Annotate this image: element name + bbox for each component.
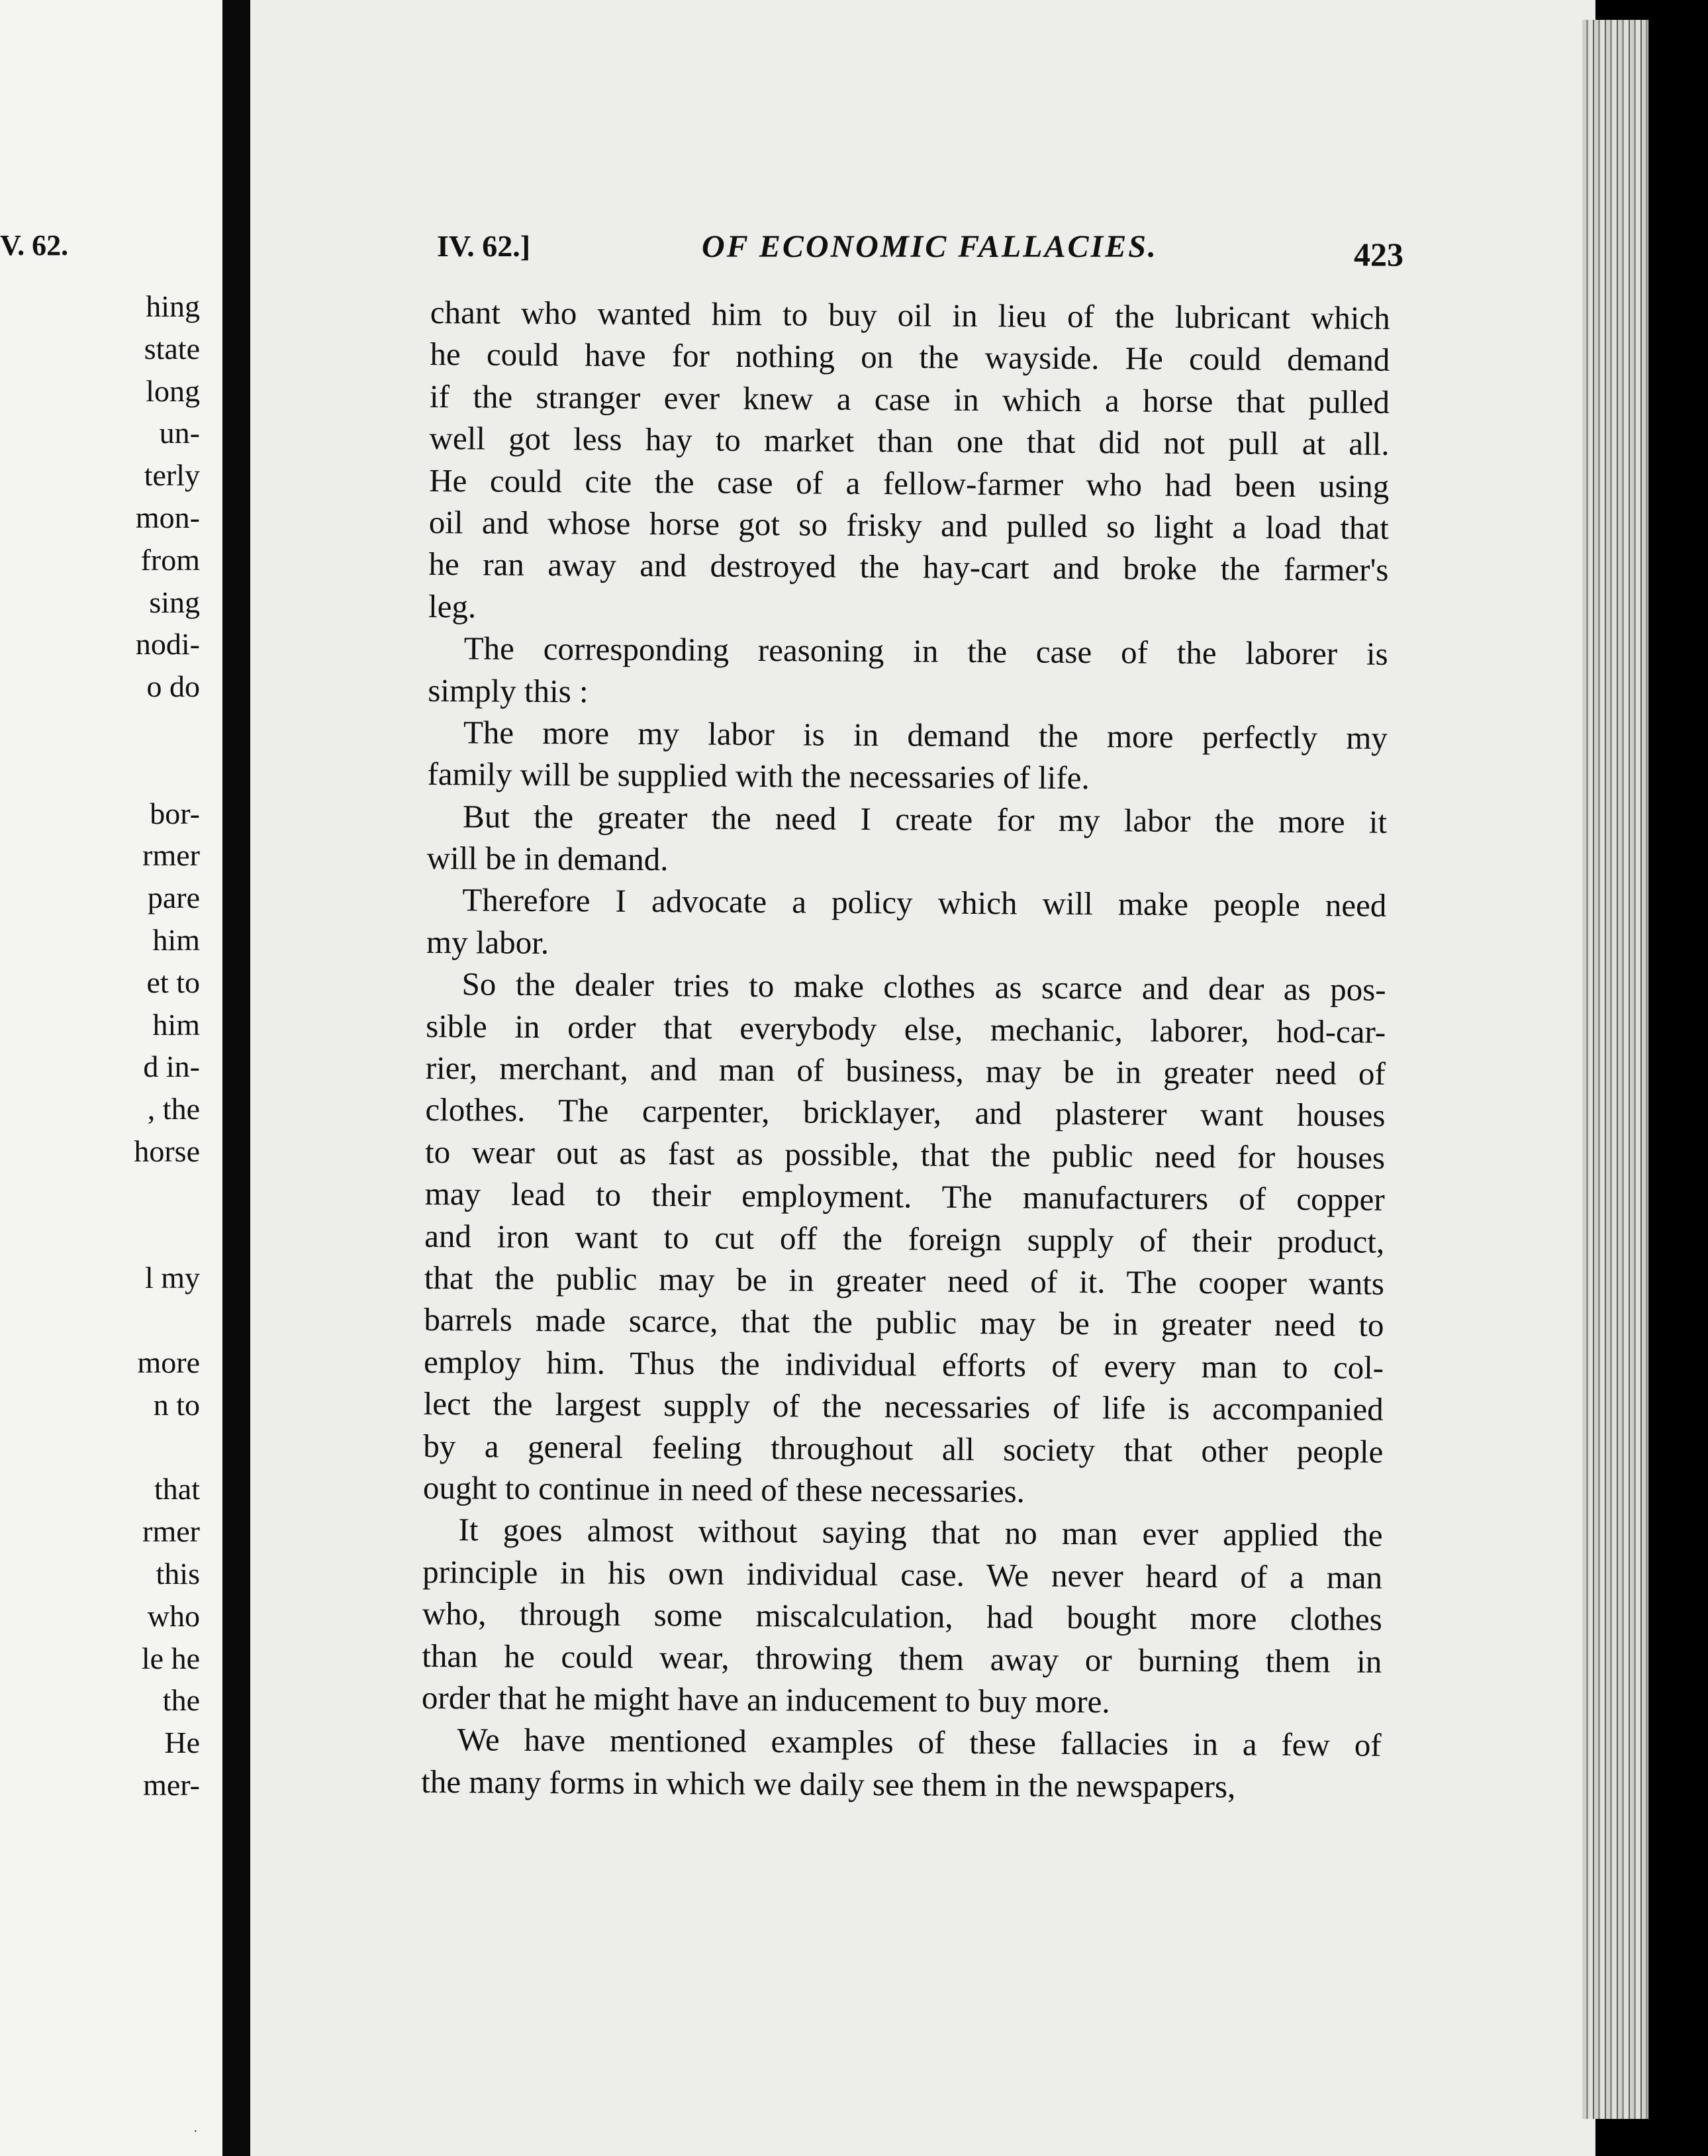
left-page-line: et to (146, 965, 200, 999)
text-line: The more my labor is in demand the more perfectly my (463, 714, 1388, 756)
text-line: rier, merchant, and man of business, may be in greater need of (425, 1050, 1386, 1092)
paragraph (421, 1718, 1382, 1808)
left-page-line: d in- (143, 1050, 200, 1084)
text-line: the many forms in which we daily see them in the newspapers, (421, 1763, 1236, 1805)
left-page-line: from (140, 542, 200, 577)
left-page-line: more (137, 1346, 200, 1379)
text-line: by a general feeling throughout all society that other people (423, 1427, 1384, 1470)
left-page-line: un- (159, 416, 200, 450)
text-line: if the stranger ever knew a case in which a horse that pulled (429, 377, 1390, 420)
text-line: principle in his own individual case. We never heard of a man (422, 1553, 1383, 1596)
left-page-line: mer- (143, 1768, 200, 1802)
left-page-line: He (164, 1726, 200, 1760)
text-line: my labor. (426, 923, 549, 961)
chapter-title: OF ECONOMIC FALLACIES. (702, 229, 1158, 264)
paragraph (423, 963, 1386, 1514)
paragraph (428, 291, 1390, 633)
left-page-line: , the (147, 1092, 200, 1126)
left-page-line: nodi- (135, 627, 200, 662)
left-page-line: o do (146, 669, 200, 704)
left-page-line: sing (149, 585, 200, 619)
text-line: The corresponding reasoning in the case of the laborer is (463, 630, 1388, 672)
left-page-line: horse (134, 1134, 200, 1168)
left-page-line: l my (144, 1261, 200, 1295)
text-line: chant who wanted him to buy oil in lieu of the lubricant which (430, 293, 1390, 336)
left-page-line: le he (141, 1641, 200, 1675)
text-line: to wear out as fast as possible, that the public need for houses (424, 1133, 1386, 1176)
left-page-line: n to (153, 1387, 200, 1422)
running-head (437, 228, 1403, 273)
text-line: will be in demand. (426, 840, 669, 878)
left-page-line: this (156, 1557, 200, 1591)
text-line: So the dealer tries to make clothes as scarce and dear as pos- (461, 965, 1386, 1008)
text-line: may lead to their employment. The manufacturers of copper (424, 1175, 1385, 1218)
left-page-running-head: V. 62. (0, 229, 69, 262)
scan-border (1648, 0, 1708, 2156)
text-line: barrels made scarce, that the public may be in greater need to (424, 1301, 1384, 1344)
left-page-line: bor- (150, 796, 200, 830)
section-reference: IV. 62.] (437, 229, 531, 263)
page-edges (1582, 20, 1648, 2119)
text-line: who, through some miscalculation, had bought more clothes (422, 1595, 1382, 1638)
text-line: employ him. Thus the individual efforts of every man to col- (423, 1343, 1384, 1386)
scan-speck: · (193, 2124, 198, 2139)
paragraph (426, 879, 1387, 969)
text-line: than he could wear, throwing them away or burning them in (422, 1637, 1382, 1680)
text-line: It goes almost without saying that no man ever applied the (458, 1511, 1383, 1554)
text-line: But the greater the need I create for my labor the more it (462, 798, 1388, 840)
paragraph (427, 795, 1388, 885)
paragraph (427, 711, 1388, 801)
text-line: that the public may be in greater need of it. The cooper wants (424, 1259, 1385, 1302)
left-page-line: him (152, 923, 200, 957)
text-line: ought to continue in need of these necessaries. (422, 1469, 1025, 1510)
left-page-line: state (144, 331, 200, 366)
text-line: Therefore I advocate a policy which will make people need (462, 881, 1387, 924)
left-page-line: rmer (142, 838, 200, 873)
text-line: sible in order that everybody else, mechanic, laborer, hod-car- (426, 1007, 1386, 1050)
text-line: We have mentioned examples of these fallacies in a few of (457, 1721, 1382, 1764)
left-page-line: terly (144, 458, 200, 493)
page-number: 423 (1354, 236, 1403, 273)
left-page-line: that (154, 1472, 200, 1506)
text-line: family will be supplied with the necessaries of life. (427, 756, 1090, 797)
left-page-line: long (146, 373, 200, 408)
paragraph (422, 1508, 1383, 1724)
paragraph (428, 627, 1388, 717)
left-facing-page (0, 0, 222, 2156)
left-page-line: hing (146, 289, 200, 323)
left-page-line: mon- (135, 501, 200, 534)
text-line: well got less hay to market than one that did not pull at all. (429, 420, 1390, 463)
left-page-line: who (147, 1598, 200, 1633)
text-line: leg. (428, 587, 477, 625)
text-line: He could cite the case of a fellow-farmer who had been using (429, 462, 1390, 505)
text-line: simply this : (428, 671, 589, 709)
text-line: clothes. The carpenter, bricklayer, and plasterer want houses (425, 1091, 1386, 1134)
text-line: oil and whose horse got so frisky and pulled so light a load that (428, 503, 1390, 546)
text-line: order that he might have an inducement to buy more. (421, 1679, 1110, 1720)
text-line: he ran away and destroyed the hay-cart and broke the farmer's (428, 546, 1389, 589)
left-page-line: rmer (142, 1514, 200, 1549)
text-line: and iron want to cut off the foreign supply of their product, (424, 1217, 1385, 1260)
left-page-line: the (162, 1683, 200, 1718)
book-gutter (222, 0, 250, 2156)
text-line: he could have for nothing on the wayside. He could demand (430, 336, 1390, 379)
left-page-line: pare (147, 881, 200, 915)
left-page-line: him (152, 1007, 200, 1042)
text-line: lect the largest supply of the necessaries of life is accompanied (423, 1385, 1384, 1428)
body-text (421, 291, 1390, 1808)
